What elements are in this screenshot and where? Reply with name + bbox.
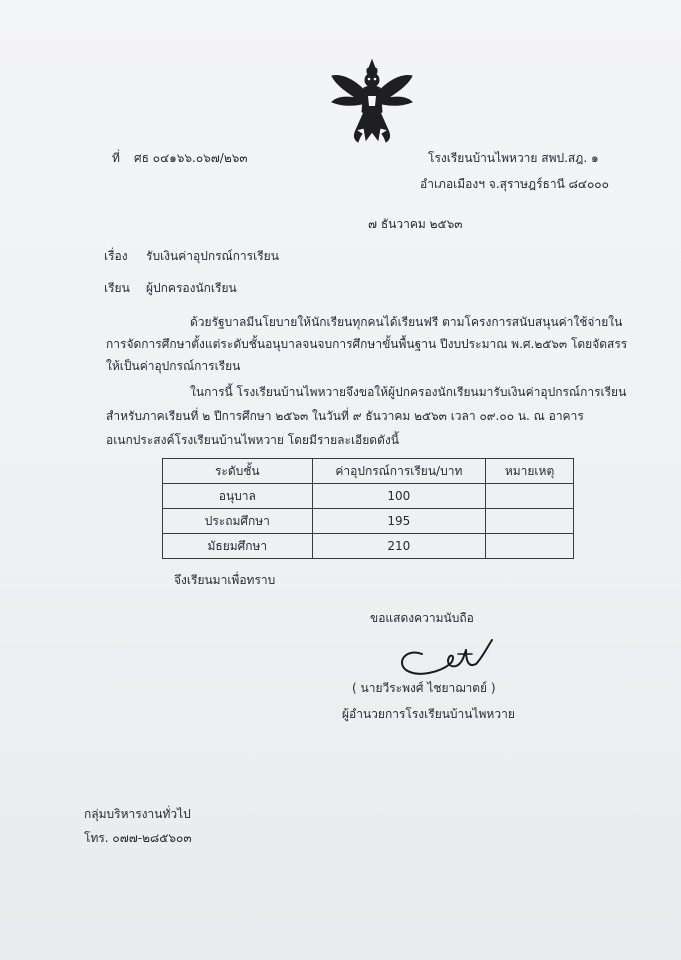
table-row bbox=[163, 534, 574, 559]
signer-title: ผู้อำนวยการโรงเรียนบ้านไพหวาย bbox=[342, 707, 515, 721]
school-name: โรงเรียนบ้านไพหวาย สพป.สฎ. ๑ bbox=[428, 151, 599, 165]
signer-name: ( นายวีระพงศ์ ไชยาฌาตย์ ) bbox=[352, 681, 496, 695]
recipient-text: ผู้ปกครองนักเรียน bbox=[146, 281, 237, 295]
body-p1-line2: การจัดการศึกษาตั้งแต่ระดับชั้นอนุบาลจนจบการศึกษาขั้นพื้นฐาน ปีงบประมาณ พ.ศ.๒๕๖๓ โดยจัดสรร bbox=[106, 337, 628, 351]
body-p1-line3: ให้เป็นค่าอุปกรณ์การเรียน bbox=[106, 359, 241, 373]
body-p2-line1: ในการนี้ โรงเรียนบ้านไพหวายจึงขอให้ผู้ปกครองนักเรียนมารับเงินค่าอุปกรณ์การเรียน bbox=[190, 385, 627, 399]
closing-inform: จึงเรียนมาเพื่อทราบ bbox=[174, 573, 276, 587]
row-note bbox=[486, 509, 574, 534]
column-header-note: หมายเหตุ bbox=[486, 459, 574, 484]
school-address: อำเภอเมืองฯ จ.สุราษฎร์ธานี ๘๔๐๐๐ bbox=[420, 177, 609, 191]
column-header-level: ระดับชั้น bbox=[163, 459, 313, 484]
letter-date: ๗ ธันวาคม ๒๕๖๓ bbox=[368, 217, 463, 231]
row-amount: 100 bbox=[312, 484, 485, 509]
body-p2-line2: สำหรับภาคเรียนที่ ๒ ปีการศึกษา ๒๕๖๓ ในวันที่ ๙ ธันวาคม ๒๕๖๓ เวลา ๐๙.๐๐ น. ณ อาคาร bbox=[106, 409, 584, 423]
row-note bbox=[486, 534, 574, 559]
row-amount: 195 bbox=[312, 509, 485, 534]
subject-text: รับเงินค่าอุปกรณ์การเรียน bbox=[146, 249, 279, 263]
row-level: อนุบาล bbox=[163, 484, 313, 509]
row-amount: 210 bbox=[312, 534, 485, 559]
footer-department: กลุ่มบริหารงานทั่วไป bbox=[84, 807, 191, 821]
table-row bbox=[163, 484, 574, 509]
table-row bbox=[163, 509, 574, 534]
recipient-label: เรียน bbox=[104, 281, 130, 295]
ref-number: ศธ ๐๔๑๖๖.๐๖๗/๒๖๓ bbox=[134, 151, 248, 165]
row-level: มัธยมศึกษา bbox=[163, 534, 313, 559]
garuda-emblem-icon bbox=[326, 56, 418, 148]
body-p1-line1: ด้วยรัฐบาลมีนโยบายให้นักเรียนทุกคนได้เรียนฟรี ตามโครงการสนับสนุนค่าใช้จ่ายใน bbox=[190, 315, 623, 329]
column-header-amount: ค่าอุปกรณ์การเรียน/บาท bbox=[312, 459, 485, 484]
row-note bbox=[486, 484, 574, 509]
ref-label: ที่ bbox=[112, 151, 120, 165]
table-header-row bbox=[163, 459, 574, 484]
fees-table bbox=[162, 458, 574, 559]
closing-regards: ขอแสดงความนับถือ bbox=[370, 611, 474, 625]
signature-icon bbox=[392, 636, 502, 680]
row-level: ประถมศึกษา bbox=[163, 509, 313, 534]
body-p2-line3: อเนกประสงค์โรงเรียนบ้านไพหวาย โดยมีรายละเอียดดังนี้ bbox=[106, 433, 399, 447]
subject-label: เรื่อง bbox=[104, 249, 128, 263]
footer-phone: โทร. ๐๗๗-๒๘๕๖๐๓ bbox=[84, 831, 192, 845]
